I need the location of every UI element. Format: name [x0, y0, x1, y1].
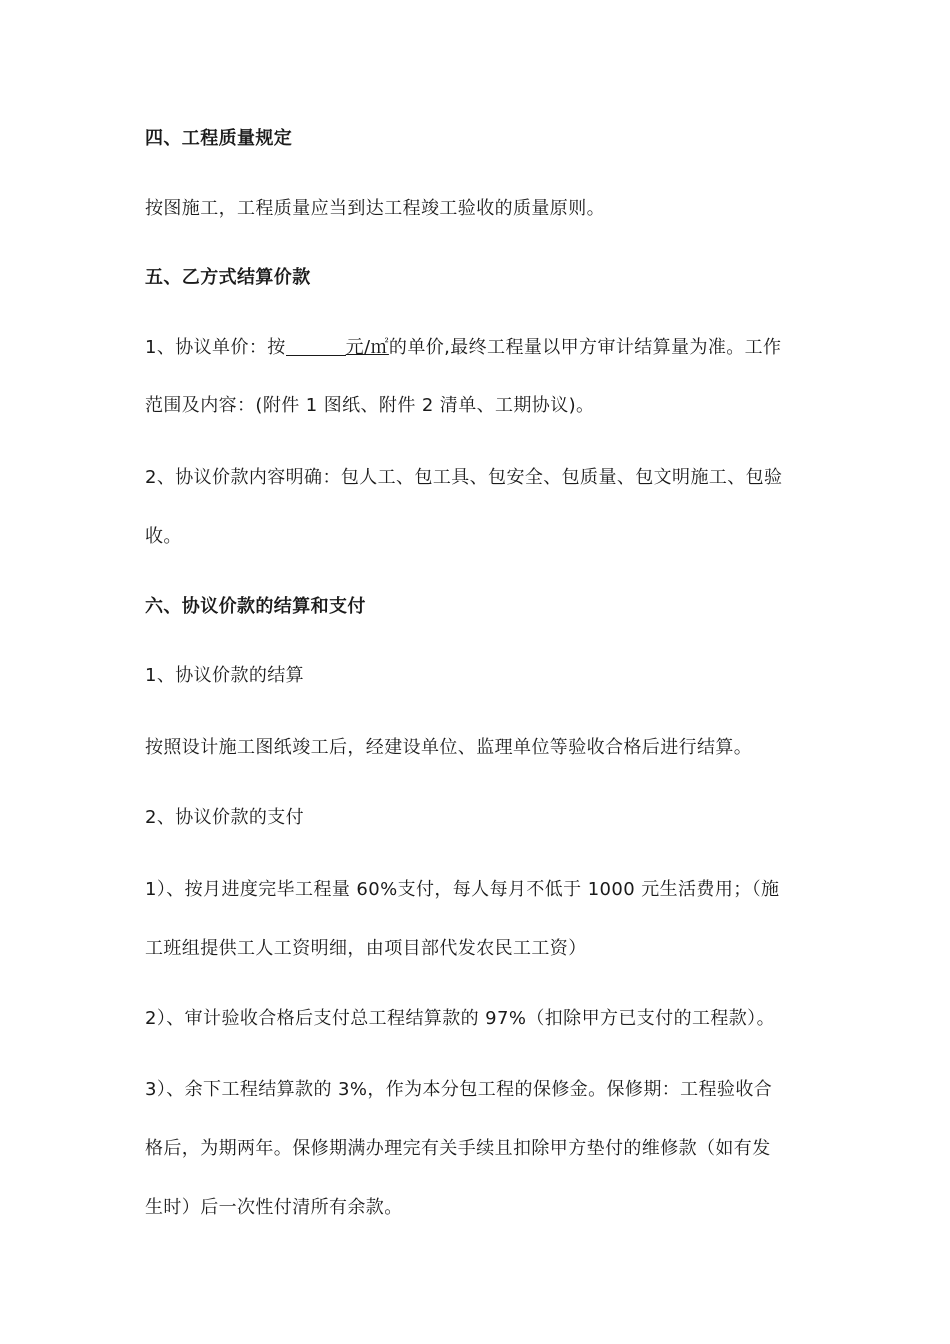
paragraph-payment-3: 3）、余下工程结算款的 3%，作为本分包工程的保修金。保修期：工程验收合: [145, 1079, 773, 1100]
paragraph-unit-price: [145, 336, 815, 360]
section-heading-settlement-payment: 六、协议价款的结算和支付: [145, 596, 366, 617]
paragraph-price-content: 2、协议价款内容明确：包人工、包工具、包安全、包质量、包文明施工、包验: [145, 467, 783, 488]
paragraph-payment-1-line2: 工班组提供工人工资明细，由项目部代发农民工工资）: [145, 938, 587, 959]
paragraph-quality: 按图施工，工程质量应当到达工程竣工验收的质量原则。: [145, 198, 605, 219]
subheading-settlement: 1、协议价款的结算: [145, 665, 305, 686]
paragraph-unit-price-line2: 范围及内容：(附件 1 图纸、附件 2 清单、工期协议)。: [145, 395, 595, 416]
paragraph-payment-3-line2: 格后，为期两年。保修期满办理完有关手续且扣除甲方垫付的维修款（如有发: [145, 1138, 771, 1159]
paragraph-payment-1: 1）、按月进度完毕工程量 60%支付，每人每月不低于 1000 元生活费用；（施: [145, 879, 780, 900]
paragraph-payment-2: 2）、审计验收合格后支付总工程结算款的 97%（扣除甲方已支付的工程款）。: [145, 1008, 775, 1029]
subheading-payment: 2、协议价款的支付: [145, 807, 305, 828]
unit-price-suffix: 的单价,最终工程量以甲方审计结算量为准。工作: [388, 337, 782, 358]
section-heading-settlement-method: 五、乙方式结算价款: [145, 267, 311, 288]
unit-price-blank: [286, 337, 346, 356]
section-heading-quality: 四、工程质量规定: [145, 128, 293, 149]
unit-price-unit: 元/㎡: [345, 337, 389, 358]
unit-price-prefix: 1、协议单价：按: [145, 337, 286, 358]
paragraph-settlement: 按照设计施工图纸竣工后，经建设单位、监理单位等验收合格后进行结算。: [145, 737, 753, 758]
paragraph-payment-3-line3: 生时）后一次性付清所有余款。: [145, 1197, 403, 1218]
paragraph-price-content-line2: 收。: [145, 526, 182, 547]
